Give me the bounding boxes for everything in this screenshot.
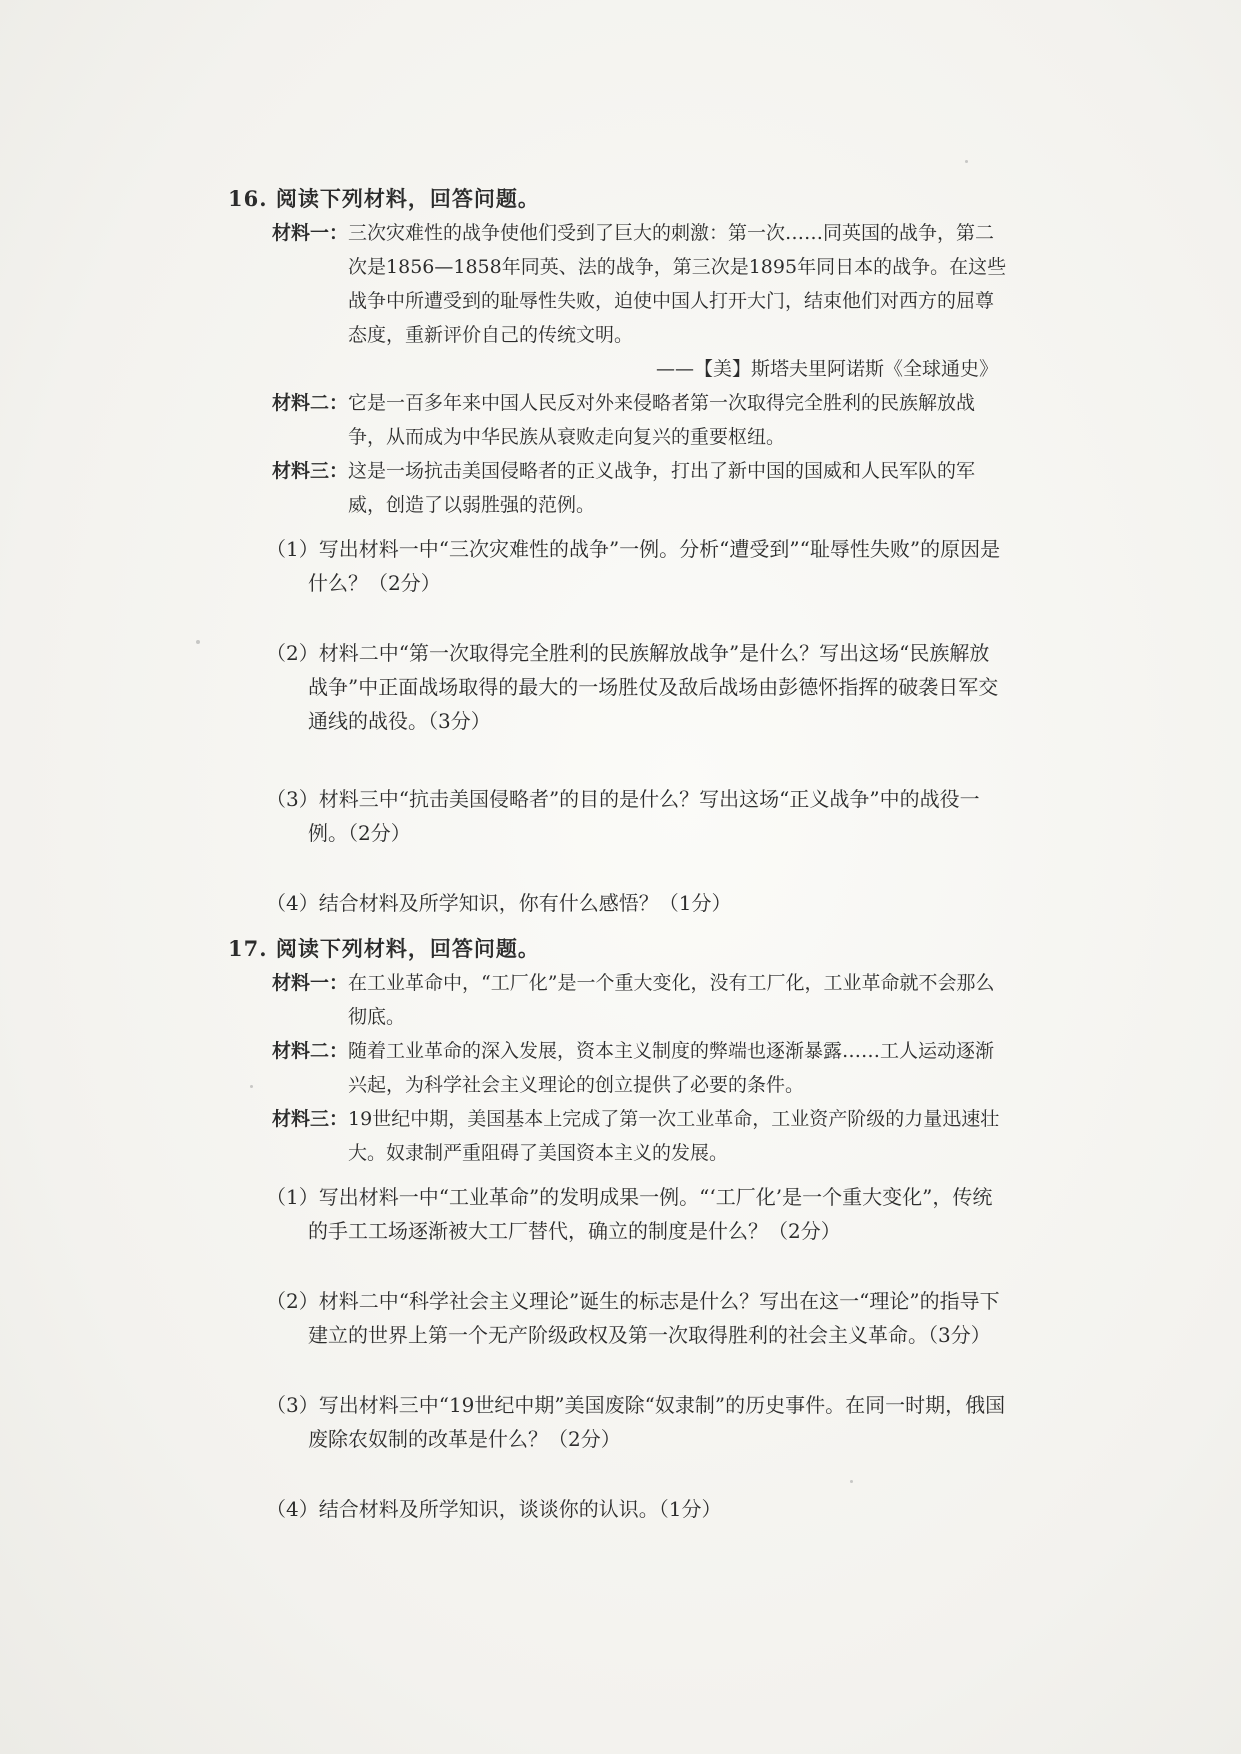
- q16-subquestion-1: （1）写出材料一中“三次灾难性的战争”一例。分析“遭受到”“耻辱性失败”的原因是什么？（2分）: [266, 537, 1001, 595]
- q16-material-3: [272, 454, 1008, 522]
- q16-material-3-text: 这是一场抗击美国侵略者的正义战争，打出了新中国的国威和人民军队的军威，创造了以弱胜强的范例。: [348, 460, 976, 516]
- q16-subquestion-4: （4）结合材料及所学知识，你有什么感悟？（1分）: [266, 891, 732, 915]
- scan-speck: [196, 640, 200, 644]
- q16-material-2-label: 材料二：: [272, 392, 349, 414]
- q16-material-3-label: 材料三：: [272, 460, 349, 482]
- q17-subquestion-1: （1）写出材料一中“工业革命”的发明成果一例。“‘工厂化’是一个重大变化”，传统的手工工场逐渐被大工厂替代，确立的制度是什么？（2分）: [266, 1185, 993, 1243]
- q17-subquestion-4: （4）结合材料及所学知识，谈谈你的认识。（1分）: [266, 1497, 722, 1521]
- q16-subquestion-3: （3）材料三中“抗击美国侵略者”的目的是什么？写出这场“正义战争”中的战役一例。（2分）: [266, 787, 980, 845]
- q16-material-2: [272, 386, 1008, 454]
- q17-material-2-text: 随着工业革命的深入发展，资本主义制度的弊端也逐渐暴露……工人运动逐渐兴起，为科学社会主义理论的创立提供了必要的条件。: [348, 1040, 995, 1096]
- q17-material-1-label: 材料一：: [272, 972, 349, 994]
- q17-material-1-text: 在工业革命中，“工厂化”是一个重大变化，没有工厂化，工业革命就不会那么彻底。: [348, 972, 995, 1028]
- q17-material-3-text: 19世纪中期，美国基本上完成了第一次工业革命，工业资产阶级的力量迅速壮大。奴隶制严重阻碍了美国资本主义的发展。: [348, 1108, 1000, 1164]
- q17-material-3: [272, 1102, 1008, 1170]
- question-16: [228, 182, 1008, 920]
- scan-speck: [965, 160, 968, 163]
- q16-subquestion-2: （2）材料二中“第一次取得完全胜利的民族解放战争”是什么？写出这场“民族解放战争”中正面战场取得的最大的一场胜仗及敌后战场由彭德怀指挥的破袭日军交通线的战役。（3分）: [266, 641, 999, 733]
- q17-material-2: [272, 1034, 1008, 1102]
- q17-subquestion-2: （2）材料二中“科学社会主义理论”诞生的标志是什么？写出在这一“理论”的指导下建立的世界上第一个无产阶级政权及第一次取得胜利的社会主义革命。（3分）: [266, 1289, 1000, 1347]
- q16-material-1-source: ——【美】斯塔夫里阿诺斯《全球通史》: [655, 358, 998, 380]
- question-17-heading: 17. 阅读下列材料，回答问题。: [228, 936, 540, 961]
- q17-material-3-label: 材料三：: [272, 1108, 349, 1130]
- q16-material-2-text: 它是一百多年来中国人民反对外来侵略者第一次取得完全胜利的民族解放战争，从而成为中华民族从衰败走向复兴的重要枢纽。: [348, 392, 976, 448]
- q17-material-1: [272, 966, 1008, 1034]
- q16-material-1-label: 材料一：: [272, 222, 349, 244]
- question-16-heading: 16. 阅读下列材料，回答问题。: [228, 186, 540, 211]
- q17-subquestion-3: （3）写出材料三中“19世纪中期”美国废除“奴隶制”的历史事件。在同一时期，俄国废除农奴制的改革是什么？（2分）: [266, 1393, 1006, 1451]
- question-17: [228, 932, 1008, 1526]
- q16-material-1-text: 三次灾难性的战争使他们受到了巨大的刺激：第一次……同英国的战争，第二次是1856—1858年同英、法的战争，第三次是1895年同日本的战争。在这些战争中所遭受到的耻辱性失败，迫使中国人打开大门，结束他们对西方的屈尊态度，重新评价自己的传统文明。: [348, 222, 1007, 346]
- q16-material-1: [272, 216, 1008, 352]
- q17-material-2-label: 材料二：: [272, 1040, 349, 1062]
